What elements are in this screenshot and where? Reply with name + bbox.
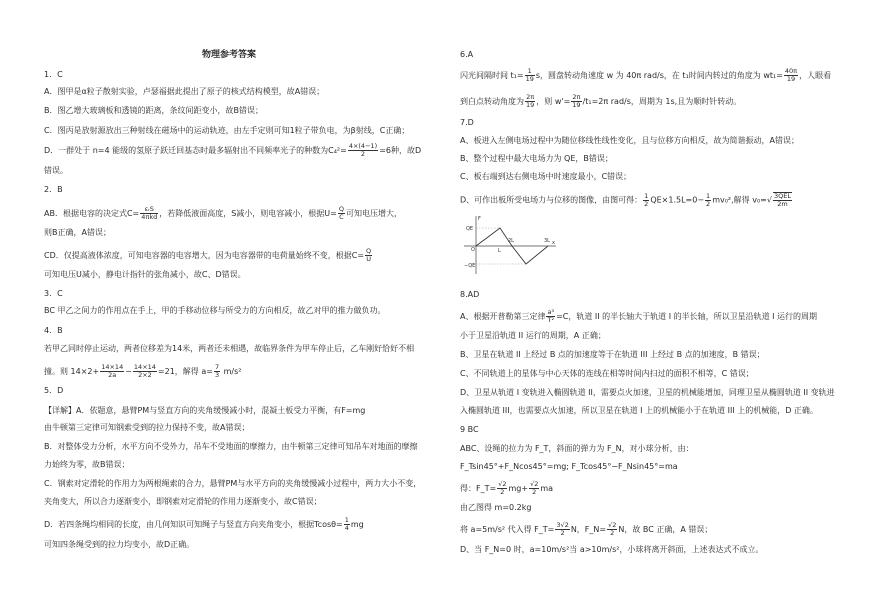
fraction: $\frac{√2}{2}$: [498, 480, 507, 496]
q4-number: 4．B: [44, 326, 63, 335]
origin-label: O: [471, 247, 475, 253]
fraction: $\frac{\text{3QEL}}{2m}$: [773, 192, 791, 208]
q7-option-c: C、板右端到达右侧电场中时速度最小，C错误；: [460, 172, 632, 181]
q1-option-a: A．图甲是α粒子散射实验，卢瑟福据此提出了原子的核式结构模型，故A错误；: [44, 87, 325, 96]
sqrt-sign: √: [766, 195, 772, 205]
fraction: $\frac{\text{εᵣS}}{\text{4πkd}}$: [141, 205, 158, 221]
q5-line7: D．若四条绳均相同的长度，由几何知识可知绳子与竖直方向夹角变小，根据Tcosθ= $\frac{1}{4}$ mg: [44, 516, 364, 532]
q8-line6: 入椭圆轨道 III，也需要点火加速，所以卫星在轨道 I 上的机械能小于在轨道 III 上的机械能，D 正确。: [460, 406, 818, 415]
q6-line1: 闪光间隔时间 t₁= $\frac{1}{19}$ s，圆盘转动角速度 w 为 40π rad/s，在 t₁时间内转过的角度为 wt₁= $\frac{40\pi}{19}$ ，人眼看: [460, 67, 832, 83]
q8-line1: A、根据开普勒第三定律 $\frac{\text{a³}}{\text{T²}}$ =C，轨道 II 的半长轴大于轨道 I 的半长轴，所以卫星沿轨道 I 运行的周期: [460, 308, 818, 324]
fraction: $\frac{14\times 14}{2\times 2}$: [133, 363, 156, 379]
q5-line5: C．钢索对定滑轮的作用力为两根绳索的合力，悬臂PM与水平方向的夹角缓慢减小过程中，两力大小不变，: [44, 479, 422, 488]
fraction: $\frac{4\times(4-1)}{2}$: [348, 142, 378, 158]
q5-line2: 由牛顿第三定律可知钢索受到的拉力保持不变，故A错误；: [44, 423, 250, 432]
fraction: $\frac{1}{2}$: [706, 191, 711, 208]
fraction: $\frac{1}{2}$: [644, 191, 649, 208]
q8-number: 8.AD: [460, 290, 480, 299]
fraction: $\frac{√2}{2}$: [530, 480, 539, 496]
fraction: $\frac{1}{19}$: [525, 67, 534, 83]
force-displacement-graph: [460, 214, 560, 278]
q6-line2: 到白点转动角度为 $\frac{2\pi}{19}$ ，则 w'= $\frac{2\pi}{19}$ /t₁=2π rad/s，周期为 1s,且为顺时针转动。: [460, 93, 742, 109]
q9-line6: D、当 F_N=0 时，a=10m/s²当 a>10m/s²，小球将离开斜面，上述表达式不成立。: [460, 545, 764, 554]
fraction: $\frac{3√2}{2}$: [556, 521, 569, 537]
qe-label: QE: [466, 226, 474, 232]
q7-option-d: D、可作出板所受电场力与位移的图像，由图可得： $\frac{1}{2}$ QE×1.5L=0− $\frac{1}{2}$ mv₀²,解得 v₀=√ $\frac{\text{3QEL}}{2m}$: [460, 191, 791, 208]
fraction: $\frac{Q}{U}$: [366, 247, 372, 263]
fraction: $\frac{14\times 14}{2a}$: [101, 363, 124, 379]
q4-line1: 若甲乙同时停止运动，两者位移差为14米，两者还未相遇，故临界条件为甲车停止后，乙车刚好恰好不相: [44, 344, 415, 353]
q9-line4: 由乙图得 m=0.2kg: [460, 503, 532, 512]
q9-line1: ABC、设绳的拉力为 F_T，斜面的弹力为 F_N，对小球分析，由：: [460, 444, 694, 453]
q3-number: 3．C: [44, 289, 63, 298]
q1-option-d-line1: D．一群处于 n=4 能级的氢原子跃迁回基态时最多辐射出不同频率光子的种数为C₄²= $\frac{4\times(4-1)}{2}$ =6种，故D: [44, 142, 422, 158]
q1-option-b: B．图乙增大玻璃板和透镜的距离，条纹间距变小，故B错误；: [44, 106, 263, 115]
q4-line2: 撞。则 14×2+ $\frac{14\times 14}{2a}$ − $\frac{14\times 14}{2\times 2}$ =21，解得 a= $\frac{7}{3}$ m/s²: [44, 363, 242, 379]
fraction: $\frac{7}{3}$: [214, 363, 220, 379]
q1-number: 1．C: [44, 70, 63, 79]
q5-number: 5．D: [44, 386, 64, 395]
q1-option-c: C．图丙是放射源放出三种射线在磁场中的运动轨迹，由左手定则可知1粒子带负电，为β射线，C正确；: [44, 126, 410, 135]
q3-text: BC 甲乙之间力的作用点在手上，甲的手移动位移与所受力的方向相反，故乙对甲的推力做负功。: [44, 306, 386, 315]
q9-line2: F_Tsin45°+F_Ncos45°=mg; F_Tcos45°−F_Nsin45°=ma: [460, 462, 678, 471]
q9-line5: 将 a=5m/s² 代入得 F_T= $\frac{3√2}{2}$ N，F_N= $\frac{√2}{2}$ N，故 BC 正确，A 错误；: [460, 521, 713, 537]
q9-line3: 得：F_T= $\frac{√2}{2}$ mg+ $\frac{√2}{2}$ ma: [460, 480, 554, 496]
x-axis-label: x: [552, 240, 555, 246]
q2-cd-line1: CD．仅提高液体浓度，可知电容器的电容增大，因为电容器带的电荷量始终不变，根据C= $\frac{Q}{U}$: [44, 247, 372, 263]
tick-2l: 2L: [508, 238, 514, 244]
q5-line1: 【详解】A．依题意，悬臂PM与竖直方向的夹角缓慢减小时，混凝土板受力平衡，有F=mg: [44, 406, 366, 415]
q5-line4: 力始终为零，故B错误；: [44, 460, 130, 469]
q8-line2: 小于卫星沿轨道 II 运行的周期，A 正确；: [460, 331, 606, 340]
q2-ab-line2: 则B正确，A错误；: [44, 228, 111, 237]
q6-number: 6.A: [460, 50, 474, 59]
q8-line5: D、卫星从轨道 I 变轨进入椭圆轨道 II，需要点火加速，卫星的机械能增加，同理卫星从椭圆轨道 II 变轨进: [460, 388, 835, 397]
fraction: $\frac{2\pi}{19}$: [572, 93, 581, 109]
q5-line6: 夹角变大，所以合力逐渐变小，即钢索对定滑轮的作用力逐渐变小，故C错误；: [44, 497, 322, 506]
q2-number: 2．B: [44, 185, 63, 194]
q7-option-b: B、整个过程中最大电场力为 QE，B错误；: [460, 154, 613, 163]
q5-line8: 可知四条绳受到的拉力均变小，故D正确。: [44, 540, 195, 549]
fraction: $\frac{40\pi}{19}$: [784, 67, 798, 83]
page-title: 物理参考答案: [202, 50, 257, 60]
q9-number: 9 BC: [460, 425, 479, 434]
tick-3l: 3L: [544, 238, 550, 244]
tick-l: L: [498, 248, 501, 254]
q2-ab-line1: AB．根据电容的决定式C= $\frac{\text{εᵣS}}{\text{4πkd}}$ ，若降低液面高度，S减小，则电容减小，根据U= $\frac{Q}{C}$ 可知电压增大，: [44, 205, 402, 221]
fraction: $\frac{\text{a³}}{\text{T²}}$: [547, 308, 555, 324]
q8-line4: C、不同轨道上的星体与中心天体的连线在相等时间内扫过的面积不相等，C 错误；: [460, 369, 754, 378]
q5-line3: B．对整体受力分析，水平方向不受外力，吊车不受地面的摩擦力，由牛顿第三定律可知吊车对地面的摩擦: [44, 442, 418, 451]
neg-qe-label: −QE: [464, 263, 476, 269]
q7-option-a: A、板进入左侧电场过程中为随位移线性线性变化，且与位移方向相反，故为简谐振动，A错误；: [460, 136, 799, 145]
q7-number: 7.D: [460, 118, 474, 127]
q8-line3: B、卫星在轨道 II 上经过 B 点的加速度等于在轨道 III 上经过 B 点的加速度，B 错误；: [460, 350, 765, 359]
graph-svg: [460, 214, 560, 278]
f-axis-label: F: [478, 216, 481, 222]
q2-cd-line2: 可知电压U减小，静电计指针的张角减小，故C、D错误。: [44, 270, 246, 279]
fraction: $\frac{2\pi}{19}$: [526, 93, 535, 109]
fraction: $\frac{1}{4}$: [344, 516, 349, 532]
fraction: $\frac{Q}{C}$: [338, 205, 344, 221]
q1-option-d-line2: 错误。: [44, 166, 68, 175]
fraction: $\frac{√2}{2}$: [608, 521, 617, 537]
